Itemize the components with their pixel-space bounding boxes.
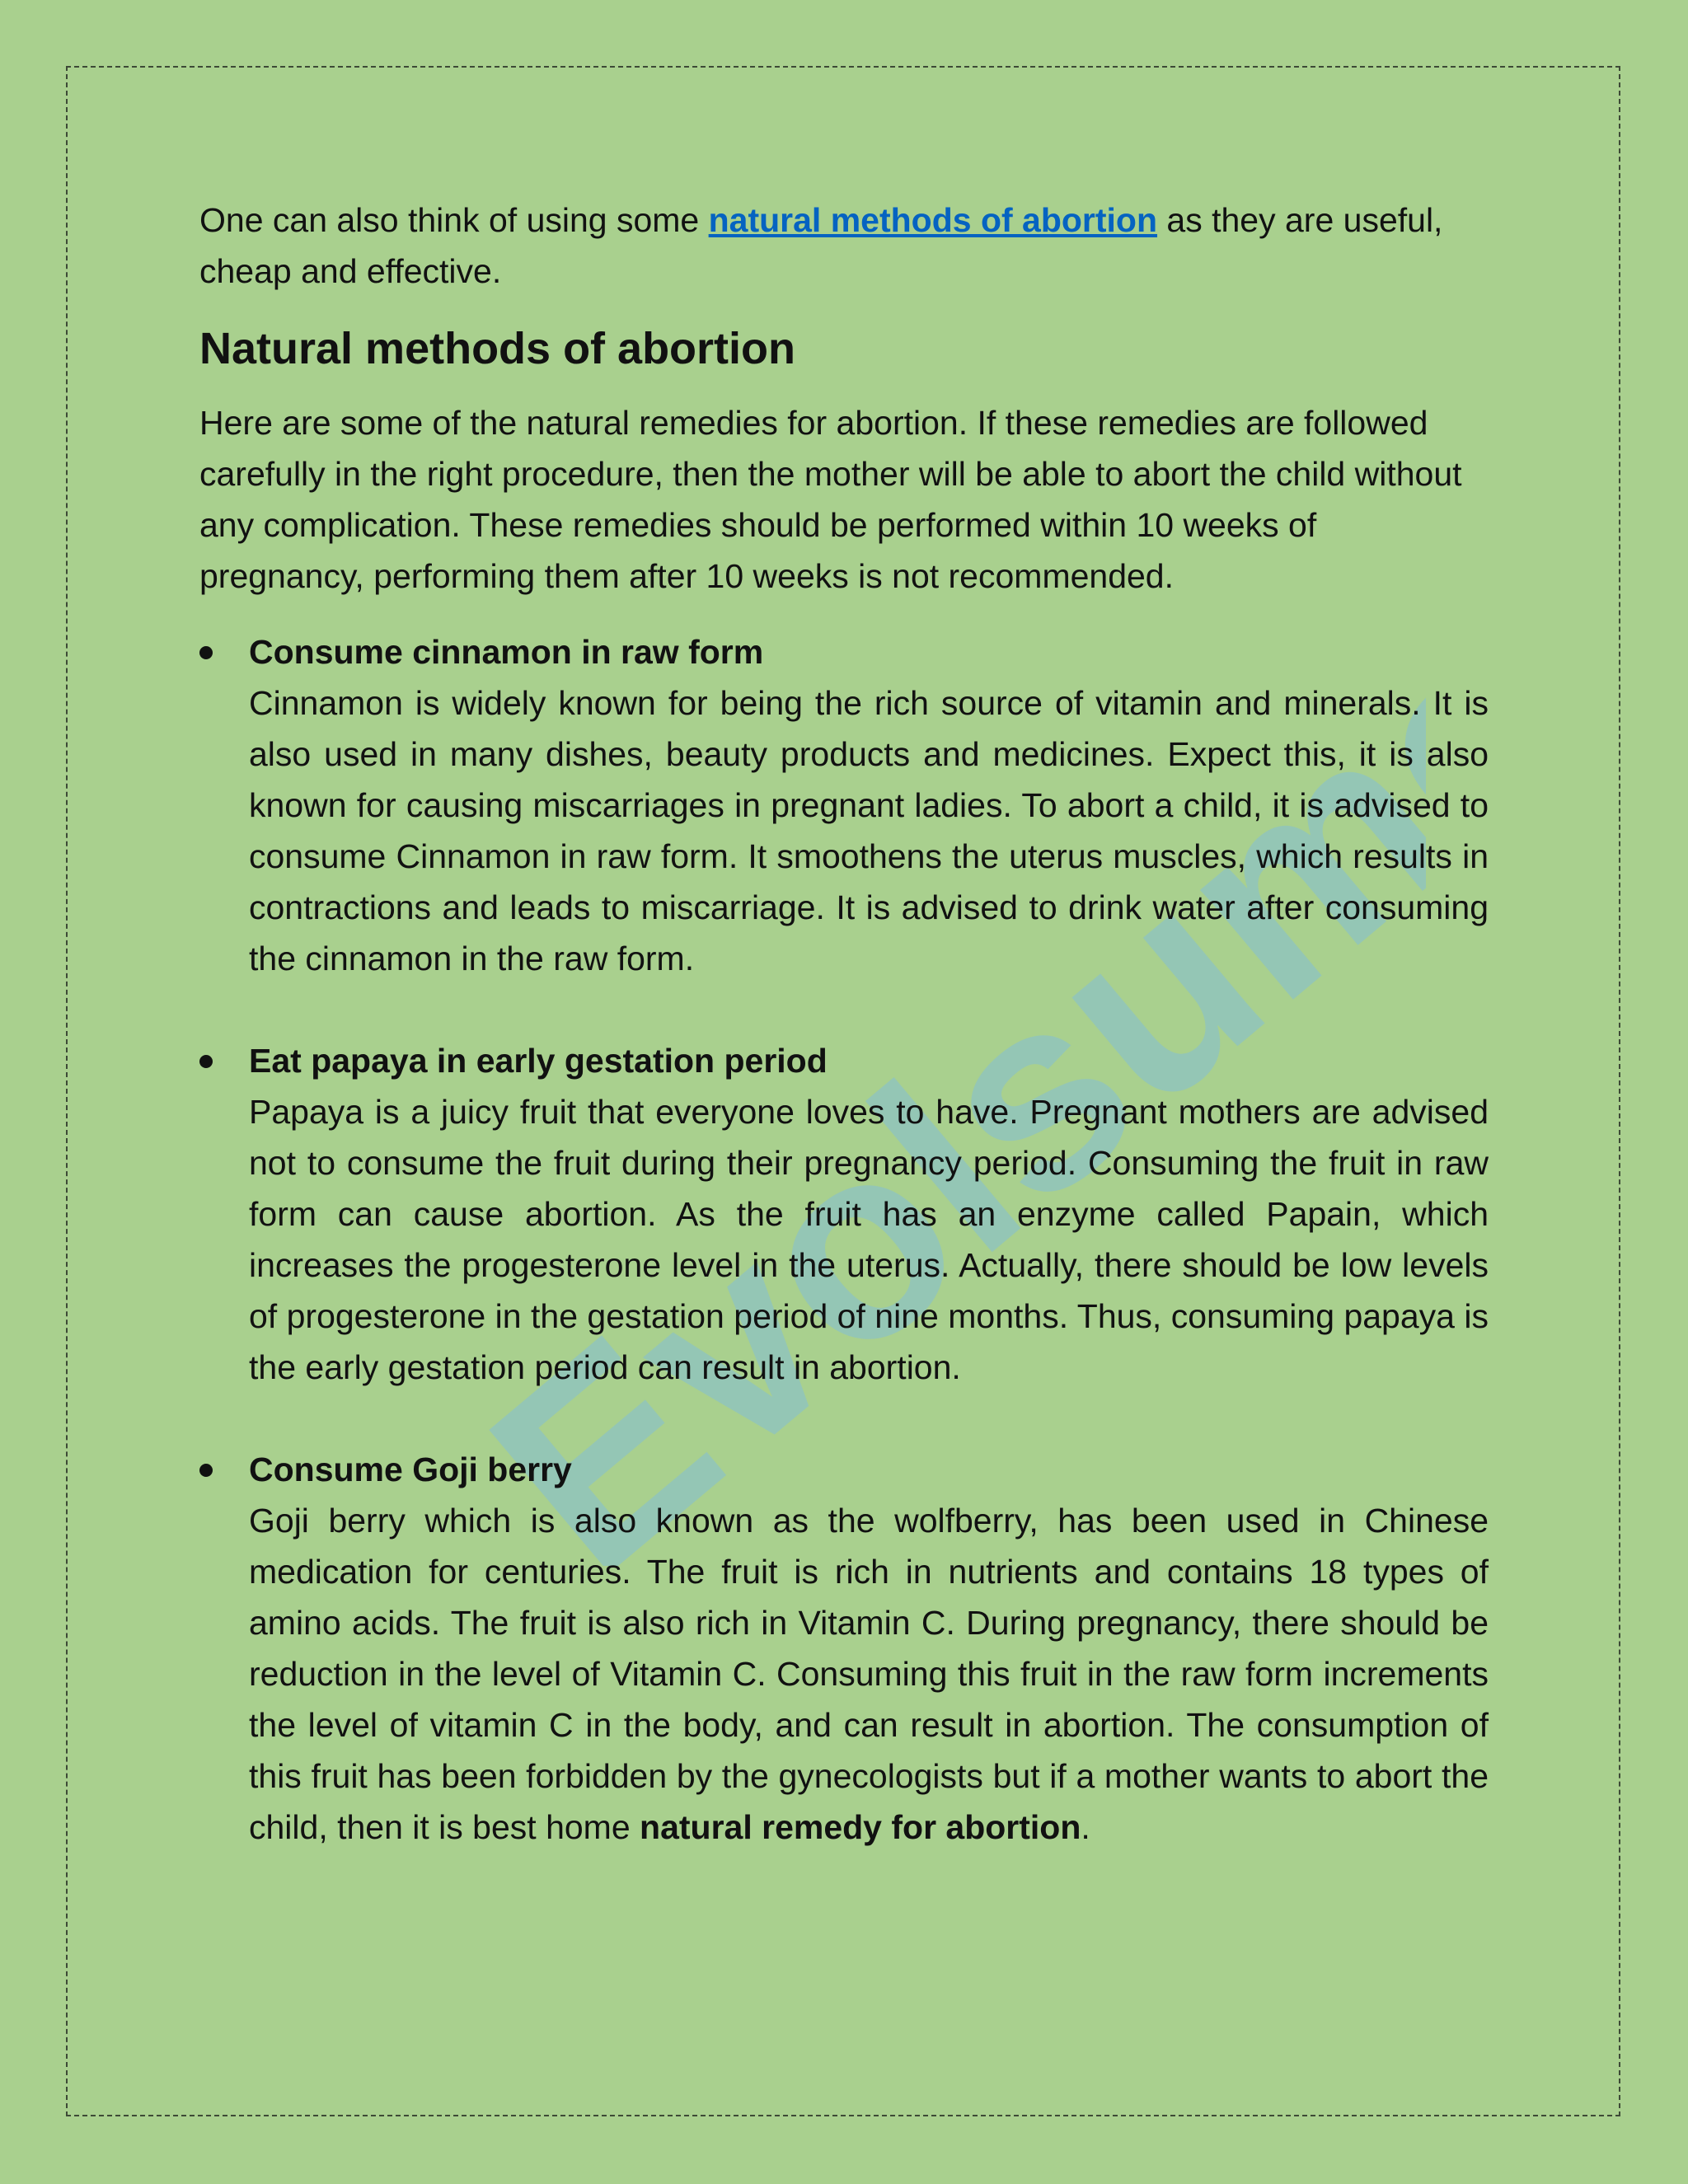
remedy-item-cinnamon — [199, 626, 1489, 984]
remedy-body-bold: natural remedy for abortion — [640, 1808, 1081, 1846]
remedy-title: Eat papaya in early gestation period — [249, 1042, 828, 1080]
remedy-body: Papaya is a juicy fruit that everyone loves to have. Pregnant mothers are advised not to consume the fruit during their pregnancy period. Consuming the fruit in raw form can cause abortion. As the fruit has an enzyme called Papain, which increases the progesterone level in the uterus. Actually, there should be low levels of progesterone in the gestation period of nine months. Thus, consuming papaya is the early gestation period can result in abortion. — [249, 1093, 1489, 1386]
intro-text-after: as they are useful, cheap and effective. — [199, 201, 1443, 290]
overview-paragraph: Here are some of the natural remedies for abortion. If these remedies are followed carefully in the right procedure, then the mother will be able to abort the child without any complication. These remedies should be performed within 10 weeks of pregnancy, performing them after 10 weeks is not recommended. — [199, 404, 1462, 595]
remedy-item-papaya — [199, 1035, 1489, 1393]
remedy-item-goji-berry — [199, 1444, 1489, 1853]
remedy-body — [249, 1495, 1489, 1853]
remedy-body-text: Goji berry which is also known as the wolfberry, has been used in Chinese medication for centuries. The fruit is rich in nutrients and contains 18 types of amino acids. The fruit is also rich in Vitamin C. During pregnancy, there should be reduction in the level of Vitamin C. Consuming this fruit in the raw form increments the level of vitamin C in the body, and can result in abortion. The consumption of this fruit has been forbidden by the gynecologists but if a mother wants to abort the child, then it is best home — [249, 1502, 1489, 1846]
bullet-icon — [199, 1464, 213, 1477]
document-content — [199, 194, 1489, 1904]
bullet-icon — [199, 1055, 213, 1068]
section-heading: Natural methods of abortion — [199, 324, 796, 373]
intro-text-before: One can also think of using some — [199, 201, 709, 239]
natural-methods-link[interactable]: natural methods of abortion — [708, 201, 1158, 239]
remedy-title: Consume Goji berry — [249, 1451, 572, 1488]
remedy-body: Cinnamon is widely known for being the rich source of vitamin and minerals. It is also used in many dishes, beauty products and medicines. Expect this, it is also known for causing miscarriages in pregnant ladies. To abort a child, it is advised to consume Cinnamon in raw form. It smoothens the uterus muscles, which results in contractions and leads to miscarriage. It is advised to drink water after consuming the cinnamon in the raw form. — [249, 684, 1489, 977]
remedies-list — [199, 626, 1489, 1853]
remedy-title: Consume cinnamon in raw form — [249, 633, 764, 671]
remedy-body-end: . — [1081, 1808, 1090, 1846]
svg-text:Evolsumo: Evolsumo — [437, 560, 1426, 1566]
bullet-icon — [199, 646, 213, 659]
intro-paragraph — [199, 194, 1489, 297]
